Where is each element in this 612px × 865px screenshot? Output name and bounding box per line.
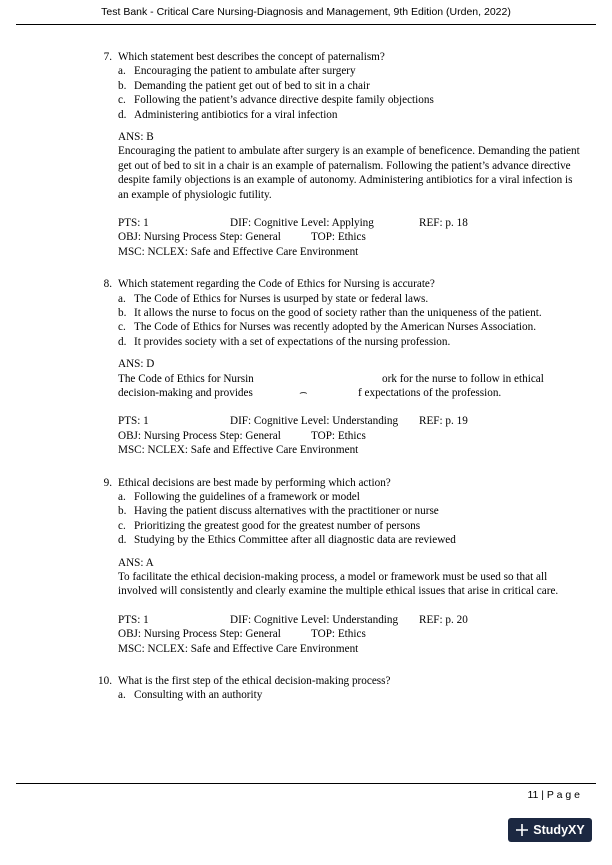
- option-letter: d.: [118, 335, 127, 348]
- option-a: [90, 688, 580, 702]
- msc: MSC: NCLEX: Safe and Effective Care Environment: [118, 642, 359, 655]
- option-d: [90, 335, 580, 349]
- option-letter: a.: [118, 689, 126, 702]
- question-text: Which statement best describes the concept of paternalism?: [118, 51, 385, 63]
- option-letter: b.: [118, 505, 127, 518]
- question-text: What is the first step of the ethical decision-making process?: [118, 675, 391, 688]
- rationale-line: [118, 386, 580, 400]
- option-letter: d.: [118, 534, 127, 547]
- footer-rule: [16, 783, 596, 784]
- rationale: [90, 372, 580, 401]
- option-letter: a.: [118, 292, 126, 305]
- option-b: [90, 306, 580, 320]
- option-c: [90, 519, 580, 533]
- question-metadata: [90, 216, 580, 259]
- question-8: [90, 277, 580, 457]
- question-9: [90, 476, 580, 656]
- answer-key: ANS: A: [118, 556, 154, 569]
- reference: REF: p. 20: [419, 613, 468, 626]
- option-text: Following the patient’s advance directive despite family objections: [134, 94, 434, 107]
- points: PTS: 1: [118, 217, 149, 230]
- header-rule: [16, 24, 596, 25]
- question-number: 8.: [103, 278, 112, 291]
- option-letter: d.: [118, 108, 127, 121]
- option-text: Studying by the Ethics Committee after all diagnostic data are reviewed: [134, 534, 456, 547]
- option-text: Having the patient discuss alternatives with the practitioner or nurse: [134, 505, 439, 518]
- option-text: It provides society with a set of expectations of the nursing profession.: [134, 335, 451, 348]
- reference: REF: p. 18: [419, 217, 468, 230]
- option-text: Following the guidelines of a framework or model: [134, 491, 360, 504]
- points: PTS: 1: [118, 415, 149, 428]
- meta-row-obj: [118, 627, 580, 641]
- rationale-fragment: decision-making and provides: [118, 387, 253, 400]
- meta-row-obj: [118, 230, 580, 244]
- running-header: Test Bank - Critical Care Nursing-Diagnosis and Management, 9th Edition (Urden, 2022): [101, 6, 511, 18]
- option-list: [90, 292, 580, 350]
- option-b: [90, 79, 580, 93]
- question-metadata: [90, 414, 580, 457]
- option-text: It allows the nurse to focus on the good of society rather than the uniqueness of the patient.: [134, 307, 542, 320]
- rationale: To facilitate the ethical decision-making process, a model or framework must be used so that all involved will consistently and clearly examine the multiple ethical issues that arise in critical care.: [118, 571, 559, 598]
- studyxy-badge[interactable]: [508, 818, 592, 842]
- question-text: Which statement regarding the Code of Ethics for Nursing is accurate?: [118, 278, 435, 291]
- topic: TOP: Ethics: [311, 429, 366, 442]
- rationale-fragment: ork for the nurse to follow in ethical: [382, 372, 544, 385]
- meta-row-pts: [118, 613, 580, 627]
- option-text: Demanding the patient get out of bed to sit in a chair: [134, 79, 370, 92]
- rationale-fragment: The Code of Ethics for Nursin: [118, 372, 254, 385]
- option-list: [90, 688, 580, 702]
- option-letter: c.: [118, 94, 126, 107]
- question-list: [90, 50, 580, 721]
- option-a: [90, 64, 580, 78]
- meta-row-obj: [118, 429, 580, 443]
- meta-row-msc: [118, 642, 580, 656]
- option-b: [90, 504, 580, 518]
- difficulty: DIF: Cognitive Level: Applying: [230, 217, 374, 230]
- option-list: [90, 490, 580, 548]
- option-letter: b.: [118, 307, 127, 320]
- meta-row-pts: [118, 216, 580, 230]
- option-d: [90, 108, 580, 122]
- answer-key: ANS: D: [118, 358, 155, 371]
- question-stem: [90, 674, 580, 688]
- meta-row-pts: [118, 414, 580, 428]
- rationale-line: [118, 372, 580, 386]
- difficulty: DIF: Cognitive Level: Understanding: [230, 613, 399, 626]
- option-letter: a.: [118, 491, 126, 504]
- option-a: [90, 292, 580, 306]
- answer-key: ANS: B: [118, 131, 154, 144]
- difficulty: DIF: Cognitive Level: Understanding: [230, 415, 399, 428]
- question-stem: [90, 476, 580, 490]
- option-text: Prioritizing the greatest good for the greatest number of persons: [134, 519, 421, 532]
- option-letter: b.: [118, 79, 127, 92]
- option-d: [90, 533, 580, 547]
- points: PTS: 1: [118, 613, 149, 626]
- option-c: [90, 320, 580, 334]
- meta-row-msc: [118, 443, 580, 457]
- plus-icon: [515, 823, 529, 837]
- topic: TOP: Ethics: [311, 628, 366, 641]
- msc: MSC: NCLEX: Safe and Effective Care Environment: [118, 245, 359, 258]
- rationale: Encouraging the patient to ambulate after surgery is an example of beneficence. Demanding the patient get out of bed to sit in a chair is an example of paternalism. Following the patient’s advance directive despite family objections is an example of autonomy. Administering antibiotics for a viral infection is an example of physiologic futility.: [118, 145, 580, 201]
- option-text: Encouraging the patient to ambulate after surgery: [134, 65, 356, 78]
- option-letter: a.: [118, 65, 126, 78]
- option-a: [90, 490, 580, 504]
- option-text: Administering antibiotics for a viral infection: [134, 108, 338, 121]
- question-number: 9.: [103, 476, 112, 489]
- question-text: Ethical decisions are best made by performing which action?: [118, 476, 391, 489]
- option-text: Consulting with an authority: [134, 689, 263, 702]
- rationale-fragment: f expectations of the profession.: [358, 387, 502, 400]
- option-letter: c.: [118, 519, 126, 532]
- option-text: The Code of Ethics for Nurses was recently adopted by the American Nurses Association.: [134, 321, 537, 334]
- meta-row-msc: [118, 245, 580, 259]
- question-metadata: [90, 613, 580, 656]
- question-stem: [90, 277, 580, 291]
- objective: OBJ: Nursing Process Step: General: [118, 429, 281, 442]
- option-text: The Code of Ethics for Nurses is usurped by state or federal laws.: [134, 292, 429, 305]
- objective: OBJ: Nursing Process Step: General: [118, 231, 281, 244]
- question-7: [90, 50, 580, 259]
- page-number: 11 | P a g e: [527, 789, 580, 801]
- question-number: 10.: [98, 675, 112, 688]
- reference: REF: p. 19: [419, 415, 468, 428]
- msc: MSC: NCLEX: Safe and Effective Care Environment: [118, 444, 359, 457]
- topic: TOP: Ethics: [311, 231, 366, 244]
- question-stem: [90, 50, 580, 64]
- question-10: [90, 674, 580, 703]
- question-number: 7.: [103, 51, 112, 63]
- brand-name: StudyXY: [533, 823, 585, 837]
- option-list: [90, 64, 580, 122]
- option-letter: c.: [118, 321, 126, 334]
- option-c: [90, 93, 580, 107]
- objective: OBJ: Nursing Process Step: General: [118, 628, 281, 641]
